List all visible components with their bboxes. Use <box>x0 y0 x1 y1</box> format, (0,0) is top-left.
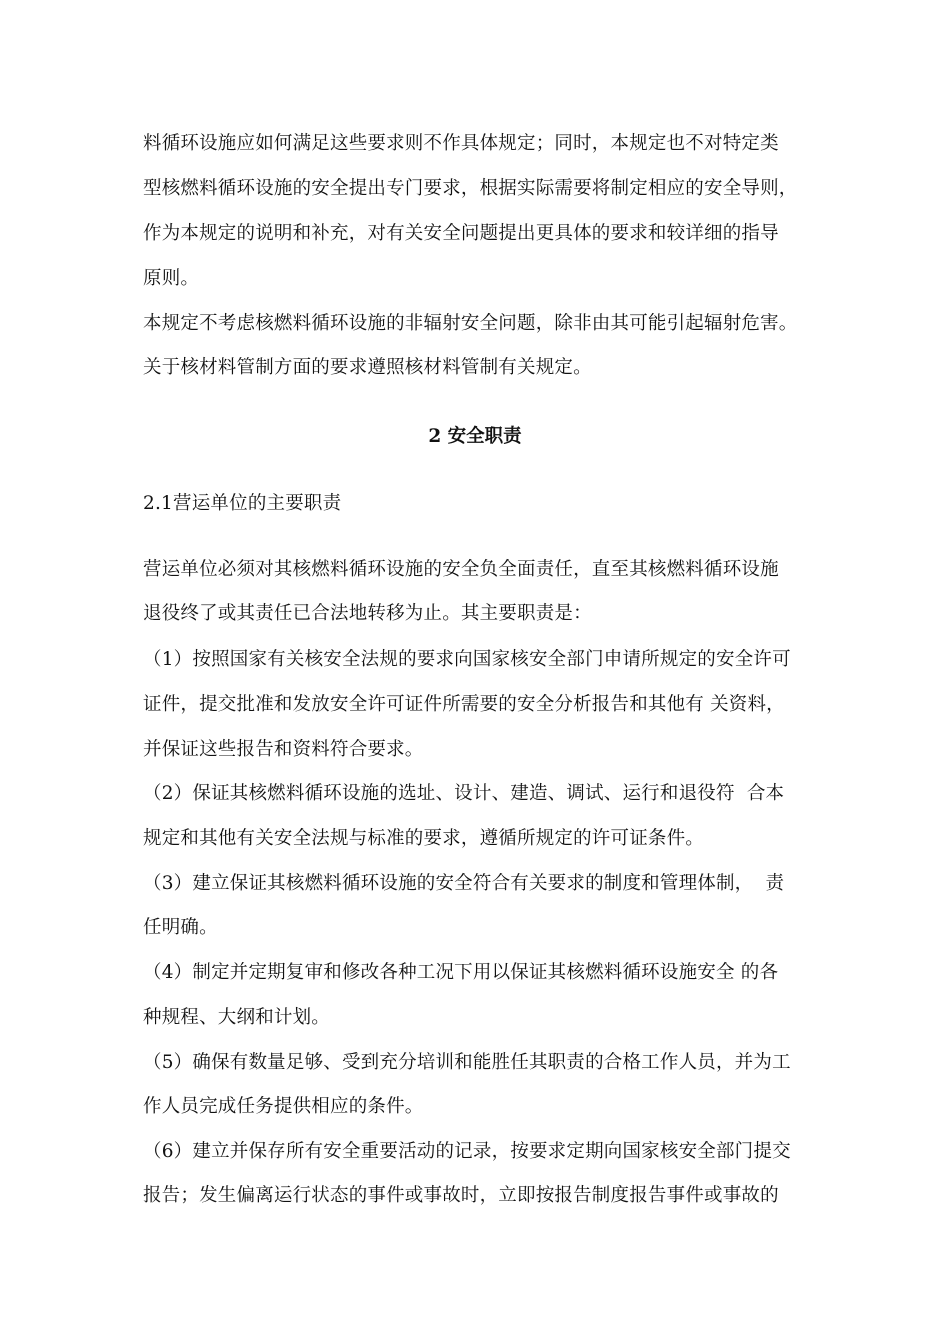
list-item-line: 规定和其他有关安全法规与标准的要求，遵循所规定的许可证条件。 <box>143 828 705 849</box>
list-item-line: （6）建立并保存所有安全重要活动的记录，按要求定期向国家核安全部门提交 <box>143 1141 791 1162</box>
paragraph-line: 关于核材料管制方面的要求遵照核材料管制有关规定。 <box>143 357 592 378</box>
paragraph-line: 型核燃料循环设施的安全提出专门要求，根据实际需要将制定相应的安全导则， <box>143 178 798 199</box>
subsection-heading: 2.1营运单位的主要职责 <box>143 493 342 514</box>
paragraph-line: 原则。 <box>143 268 200 289</box>
list-item-line: （3）建立保证其核燃料循环设施的安全符合有关要求的制度和管理体制， 责 <box>143 873 785 894</box>
list-item-line: 报告；发生偏离运行状态的事件或事故时，立即按报告制度报告事件或事故的 <box>143 1185 779 1206</box>
list-item-line: 并保证这些报告和资料符合要求。 <box>143 739 424 760</box>
paragraph-line: 料循环设施应如何满足这些要求则不作具体规定；同时，本规定也不对特定类 <box>143 133 779 154</box>
section-heading: 2 安全职责 <box>428 426 522 447</box>
list-item-line: （5）确保有数量足够、受到充分培训和能胜任其职责的合格工作人员，并为工 <box>143 1052 791 1073</box>
list-item-line: 作人员完成任务提供相应的条件。 <box>143 1096 424 1117</box>
list-item-line: （2）保证其核燃料循环设施的选址、设计、建造、调试、运行和退役符 合本 <box>143 783 785 804</box>
list-item-line: （4）制定并定期复审和修改各种工况下用以保证其核燃料循环设施安全 的各 <box>143 962 779 983</box>
paragraph-line: 本规定不考虑核燃料循环设施的非辐射安全问题，除非由其可能引起辐射危害。 <box>143 313 798 334</box>
list-item-line: 证件，提交批准和发放安全许可证件所需要的安全分析报告和其他有 关资料， <box>143 694 785 715</box>
paragraph-line: 退役终了或其责任已合法地转移为止。其主要职责是： <box>143 603 592 624</box>
list-item-line: 任明确。 <box>143 917 218 938</box>
list-item-line: （1）按照国家有关核安全法规的要求向国家核安全部门申请所规定的安全许可 <box>143 649 791 670</box>
paragraph-line: 营运单位必须对其核燃料循环设施的安全负全面责任，直至其核燃料循环设施 <box>143 559 779 580</box>
list-item-line: 种规程、大纲和计划。 <box>143 1007 331 1028</box>
paragraph-line: 作为本规定的说明和补充，对有关安全问题提出更具体的要求和较详细的指导 <box>143 223 779 244</box>
